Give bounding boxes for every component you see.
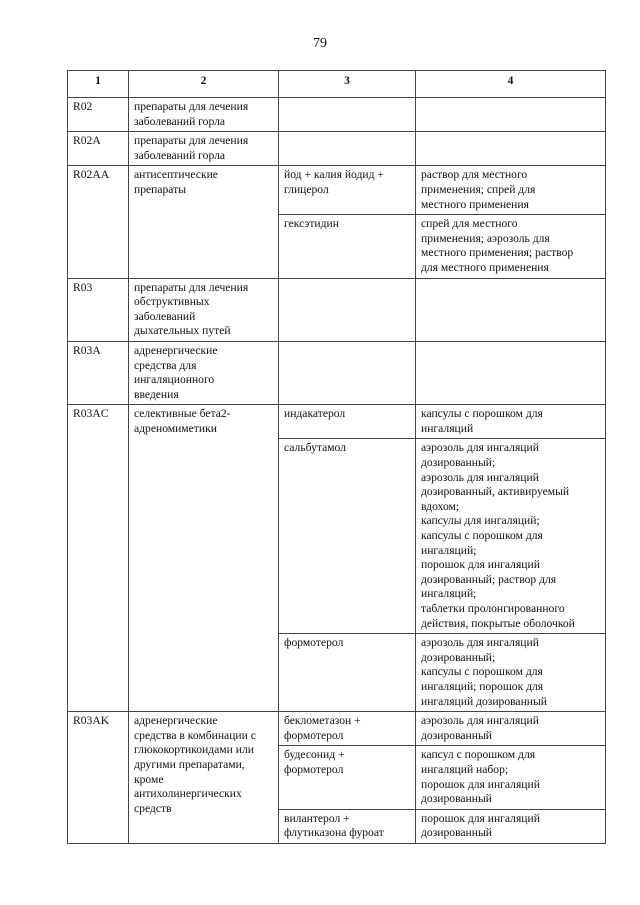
column-header: 3 (279, 71, 416, 98)
atc-group-name: препараты для лечения заболеваний горла (129, 98, 279, 132)
atc-group-name: адренергические средства в комбинации с глюкокортикоидами или другими препаратами, кроме антихолинергических средств (129, 712, 279, 844)
table-header-row (68, 71, 606, 98)
drug-name: вилантерол + флутиказона фуроат (279, 809, 416, 843)
table-row (68, 98, 606, 132)
atc-group-name: препараты для лечения заболеваний горла (129, 132, 279, 166)
drug-name (279, 341, 416, 404)
drug-name: гексэтидин (279, 215, 416, 278)
column-header: 2 (129, 71, 279, 98)
atc-group-name: антисептические препараты (129, 166, 279, 278)
dosage-forms: аэрозоль для ингаляций дозированный (416, 712, 606, 746)
drug-name: беклометазон + формотерол (279, 712, 416, 746)
drug-name: индакатерол (279, 405, 416, 439)
table-row (68, 132, 606, 166)
dosage-forms (416, 132, 606, 166)
dosage-forms (416, 98, 606, 132)
table-row (68, 405, 606, 439)
drug-name (279, 98, 416, 132)
dosage-forms: капсулы с порошком для ингаляций (416, 405, 606, 439)
table-row (68, 166, 606, 215)
column-header: 4 (416, 71, 606, 98)
atc-code: R02AA (68, 166, 129, 278)
atc-code: R03 (68, 278, 129, 341)
drug-name: сальбутамол (279, 439, 416, 634)
dosage-forms: аэрозоль для ингаляций дозированный; аэрозоль для ингаляций дозированный, активируемый вдохом; капсулы для ингаляций; капсулы с порошком для ингаляций; порошок для ингаляций дозированный; раствор для ингаляций; таблетки пролонгированного действия, покрытые оболочкой (416, 439, 606, 634)
dosage-forms: аэрозоль для ингаляций дозированный; капсулы с порошком для ингаляций; порошок для ингаляций дозированный (416, 634, 606, 712)
atc-group-name: селективные бета2- адреномиметики (129, 405, 279, 712)
dosage-forms: капсул с порошком для ингаляций набор; порошок для ингаляций дозированный (416, 746, 606, 809)
atc-group-name: адренергические средства для ингаляционного введения (129, 341, 279, 404)
dosage-forms: спрей для местного применения; аэрозоль для местного применения; раствор для местного применения (416, 215, 606, 278)
table-row (68, 712, 606, 746)
atc-code: R03AC (68, 405, 129, 712)
drug-name: формотерол (279, 634, 416, 712)
table-row (68, 278, 606, 341)
dosage-forms: порошок для ингаляций дозированный (416, 809, 606, 843)
drug-name: йод + калия йодид + глицерол (279, 166, 416, 215)
drug-name (279, 132, 416, 166)
column-header: 1 (68, 71, 129, 98)
drug-table (67, 70, 606, 844)
dosage-forms (416, 278, 606, 341)
atc-group-name: препараты для лечения обструктивных заболеваний дыхательных путей (129, 278, 279, 341)
drug-name (279, 278, 416, 341)
table-row (68, 341, 606, 404)
dosage-forms: раствор для местного применения; спрей для местного применения (416, 166, 606, 215)
dosage-forms (416, 341, 606, 404)
atc-code: R02A (68, 132, 129, 166)
atc-code: R02 (68, 98, 129, 132)
page-number: 79 (313, 36, 327, 51)
drug-name: будесонид + формотерол (279, 746, 416, 809)
atc-code: R03AK (68, 712, 129, 844)
atc-code: R03A (68, 341, 129, 404)
